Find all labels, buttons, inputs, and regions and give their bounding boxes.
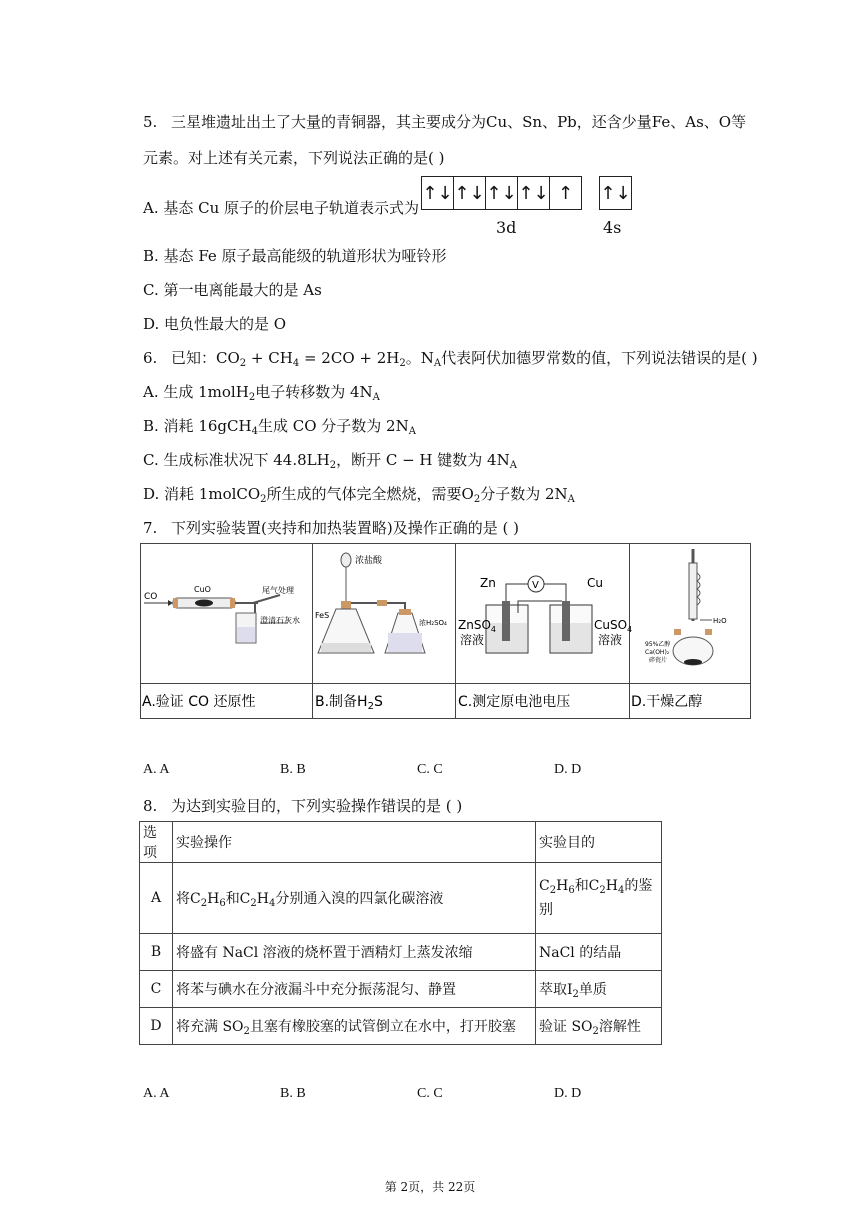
orbital-3d-boxes [421,176,582,210]
q8-table [139,821,662,1045]
row-goal: NaCl 的结晶 [536,934,662,971]
row-operation: 将苯与碘水在分液漏斗中充分振荡混匀、静置 [173,971,536,1008]
row-goal: 验证 $SO_2$溶解性 [536,1008,662,1045]
row-goal: $C_2H_6$和$C_2H_4$的鉴 别 [536,863,662,934]
svg-text:Cu: Cu [587,576,603,590]
row-operation: 将盛有 NaCl 溶液的烧杯置于酒精灯上蒸发浓缩 [173,934,536,971]
orbital-box: ↑↓ [454,176,486,210]
svg-text:FeS: FeS [315,611,330,620]
header-goal: 实验目的 [536,822,662,863]
q5-option-a: A. 基态 Cu 原子的价层电子轨道表示式为 [143,199,420,217]
q8-choice-d[interactable]: D. D [554,1086,582,1101]
row-option: C [140,971,173,1008]
q5-option-d: D. 电负性最大的是 O [143,315,287,333]
q8-choice-c[interactable]: C. C [417,1086,443,1101]
q5-stem-line1: 5. 三星堆遗址出土了大量的青铜器，其主要成分为Cu、Sn、Pb，还含少量Fe、As、O等 [143,113,747,131]
row-option: D [140,1008,173,1045]
q6-option-c: C. 生成标准状况下 $44.8LH_2$，断开 C − H 键数为 $4N_A$ [143,451,517,471]
row-option: B [140,934,173,971]
q6-option-b: B. 消耗 16gCH$_4$生成 CO 分子数为 $2N_A$ [143,417,416,437]
svg-text:CO: CO [144,592,158,602]
orbital-box: ↑ [550,176,582,210]
svg-text:澄清石灰水: 澄清石灰水 [260,616,300,625]
orbital-box: ↑↓ [518,176,550,210]
q5-option-b: B. 基态 Fe 原子最高能级的轨道形状为哑铃形 [143,247,447,265]
q5-option-c: C. 第一电离能最大的是 As [143,281,322,299]
row-operation: 将$C_2H_6$和$C_2H_4$分别通入溴的四氯化碳溶液 [173,863,536,934]
q6-stem: 6. 已知：$CO_2 + CH_4 = 2CO + 2H_2$。$N_A$代表阿伏加德罗常数的值，下列说法错误的是( ) [143,349,758,369]
q6-option-d: D. 消耗 1molCO$_2$所生成的气体完全燃烧，需要$O_2$分子数为 $2N_A$ [143,485,575,505]
svg-text:Zn: Zn [480,576,496,590]
svg-text:碎瓷片: 碎瓷片 [649,657,668,664]
orbital-4s-label: 4s [603,218,622,237]
svg-text:CuSO4: CuSO$_4$ [594,618,633,634]
orbital-box: ↑↓ [421,176,454,210]
table-row [140,1008,662,1045]
q6-option-a: A. 生成 1molH$_2$电子转移数为 $4N_A$ [143,383,380,403]
caption-c: C.测定原电池电压 [458,694,571,710]
row-goal: 萃取$I_2$单质 [536,971,662,1008]
table-row [140,971,662,1008]
svg-text:浓H₂SO₄: 浓H₂SO₄ [419,619,447,627]
q7-choice-c[interactable]: C. C [417,762,443,777]
header-option: 选项 [140,822,173,863]
caption-d: D.干燥乙醇 [631,694,703,710]
orbital-box: ↑↓ [486,176,518,210]
caption-a: A.验证 CO 还原性 [142,694,256,710]
q8-choice-a[interactable]: A. A [143,1086,170,1101]
svg-text:尾气处理: 尾气处理 [262,586,294,595]
figure-d-drying-ethanol [645,549,727,665]
page-footer: 第 2页，共 22页 [384,1180,476,1194]
q5-stem-line2: 元素。对上述有关元素，下列说法正确的是( ) [143,149,445,167]
orbital-4s-box [599,176,632,210]
svg-text:溶液: 溶液 [598,633,623,647]
svg-text:浓盐酸: 浓盐酸 [355,556,383,566]
svg-text:CuO: CuO [194,585,211,594]
orbital-box: ↑↓ [599,176,632,210]
svg-text:Ca(OH)₂: Ca(OH)₂ [645,649,670,656]
svg-text:H₂O: H₂O [713,617,727,625]
svg-text:V: V [532,580,539,591]
row-option: A [140,863,173,934]
header-operation: 实验操作 [173,822,536,863]
figure-a-co-reduction [144,585,300,643]
q7-choice-d[interactable]: D. D [554,762,582,777]
figure-b-h2s-prep [315,553,447,653]
figure-c-galvanic-cell [458,576,632,653]
row-operation: 将充满 $SO_2$且塞有橡胶塞的试管倒立在水中，打开胶塞 [173,1008,536,1045]
svg-text:95%乙醇: 95%乙醇 [645,641,671,648]
table-header-row [140,822,662,863]
caption-b: B.制备$H_2S$ [315,694,383,712]
q7-choice-a[interactable]: A. A [143,762,170,777]
svg-text:ZnSO4: ZnSO$_4$ [458,618,496,634]
q8-stem: 8. 为达到实验目的，下列实验操作错误的是 ( ) [143,797,463,815]
table-row [140,863,662,934]
q7-apparatus-table [140,543,752,720]
svg-text:溶液: 溶液 [460,633,485,647]
orbital-3d-label: 3d [496,218,517,237]
q8-choice-b[interactable]: B. B [280,1086,306,1101]
q7-stem: 7. 下列实验装置(夹持和加热装置略)及操作正确的是 ( ) [143,519,519,537]
table-row [140,934,662,971]
q7-choice-b[interactable]: B. B [280,762,306,777]
